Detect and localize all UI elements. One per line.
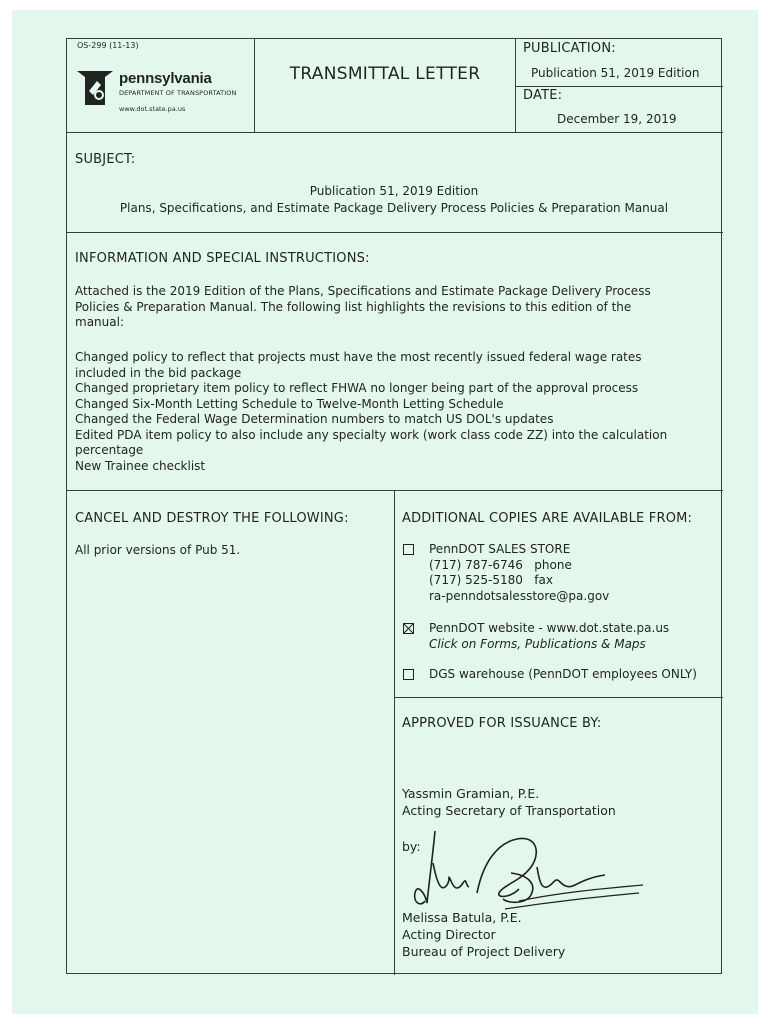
brand-department: DEPARTMENT OF TRANSPORTATION xyxy=(119,89,237,97)
signer-block xyxy=(402,909,565,960)
sales-store-checkbox[interactable] xyxy=(403,544,414,555)
divider xyxy=(67,132,723,133)
approver-block xyxy=(402,785,616,819)
keystone-logo-icon xyxy=(75,69,115,107)
divider xyxy=(254,39,255,132)
publication-value: Publication 51, 2019 Edition xyxy=(531,66,700,80)
list-item: New Trainee checklist xyxy=(75,458,206,473)
list-item: Changed proprietary item policy to reflect FHWA no longer being part of the approval process xyxy=(75,381,639,395)
signer-title: Acting Director xyxy=(402,927,496,942)
page xyxy=(12,10,758,1014)
subject-text xyxy=(67,183,721,217)
subject-label: SUBJECT: xyxy=(75,152,136,167)
divider xyxy=(394,490,395,975)
cancel-label: CANCEL AND DESTROY THE FOLLOWING: xyxy=(75,511,349,526)
brand-url: www.dot.state.pa.us xyxy=(119,105,186,113)
dgs-warehouse-checkbox[interactable] xyxy=(403,669,414,680)
date-label: DATE: xyxy=(523,88,563,103)
list-item: Edited PDA item policy to also include any specialty work (work class code ZZ) into the calculation xyxy=(75,427,668,442)
divider xyxy=(394,697,723,698)
list-item: included in the bid package xyxy=(75,365,242,380)
cancel-text: All prior versions of Pub 51. xyxy=(75,543,241,557)
option-line: PennDOT website - www.dot.state.pa.us xyxy=(429,621,670,635)
divider xyxy=(67,490,723,491)
intro-line: Attached is the 2019 Edition of the Plans, Specifications and Estimate Package Delivery Process xyxy=(75,284,651,298)
by-label: by: xyxy=(402,839,421,854)
subject-line: Publication 51, 2019 Edition xyxy=(309,184,479,198)
instructions-intro xyxy=(75,284,705,331)
date-value: December 19, 2019 xyxy=(557,112,677,126)
revision-list xyxy=(75,350,705,474)
approval-label: APPROVED FOR ISSUANCE BY: xyxy=(402,716,602,731)
list-item: percentage xyxy=(75,443,144,457)
form-code: OS-299 (11-13) xyxy=(77,41,139,50)
signer-bureau: Bureau of Project Delivery xyxy=(402,944,566,959)
list-item: Changed the Federal Wage Determination numbers to match US DOL's updates xyxy=(75,412,554,426)
website-option xyxy=(429,621,669,652)
transmittal-form xyxy=(66,38,722,974)
option-line: Click on Forms, Publications & Maps xyxy=(429,636,646,651)
option-line: ra-penndotsalesstore@pa.gov xyxy=(429,588,610,603)
signature-image xyxy=(407,823,647,923)
list-item: Changed policy to reflect that projects must have the most recently issued federal wage rates xyxy=(75,350,642,364)
sales-store-option xyxy=(429,542,609,604)
approver-title: Acting Secretary of Transportation xyxy=(402,803,616,818)
approver-name: Yassmin Gramian, P.E. xyxy=(402,786,540,801)
brand-name: pennsylvania xyxy=(119,70,212,87)
option-line: (717) 787-6746 phone xyxy=(429,557,572,572)
list-item: Changed Six-Month Letting Schedule to Twelve-Month Letting Schedule xyxy=(75,396,504,411)
instructions-label: INFORMATION AND SPECIAL INSTRUCTIONS: xyxy=(75,251,370,266)
publication-label: PUBLICATION: xyxy=(523,41,616,56)
document-title: TRANSMITTAL LETTER xyxy=(289,64,481,84)
copies-label: ADDITIONAL COPIES ARE AVAILABLE FROM: xyxy=(402,511,693,526)
option-line: PennDOT SALES STORE xyxy=(429,542,571,556)
intro-line: Policies & Preparation Manual. The following list highlights the revisions to this edition of the xyxy=(75,299,632,314)
website-checkbox[interactable] xyxy=(403,623,414,634)
option-line: (717) 525-5180 fax xyxy=(429,573,553,587)
signer-name: Melissa Batula, P.E. xyxy=(402,910,522,925)
intro-line: manual: xyxy=(75,315,124,329)
subject-line: Plans, Specifications, and Estimate Package Delivery Process Policies & Preparation Manual xyxy=(119,201,669,215)
divider xyxy=(515,86,723,87)
dgs-warehouse-option xyxy=(429,667,697,683)
option-line: DGS warehouse (PennDOT employees ONLY) xyxy=(429,667,697,681)
divider xyxy=(67,232,723,233)
